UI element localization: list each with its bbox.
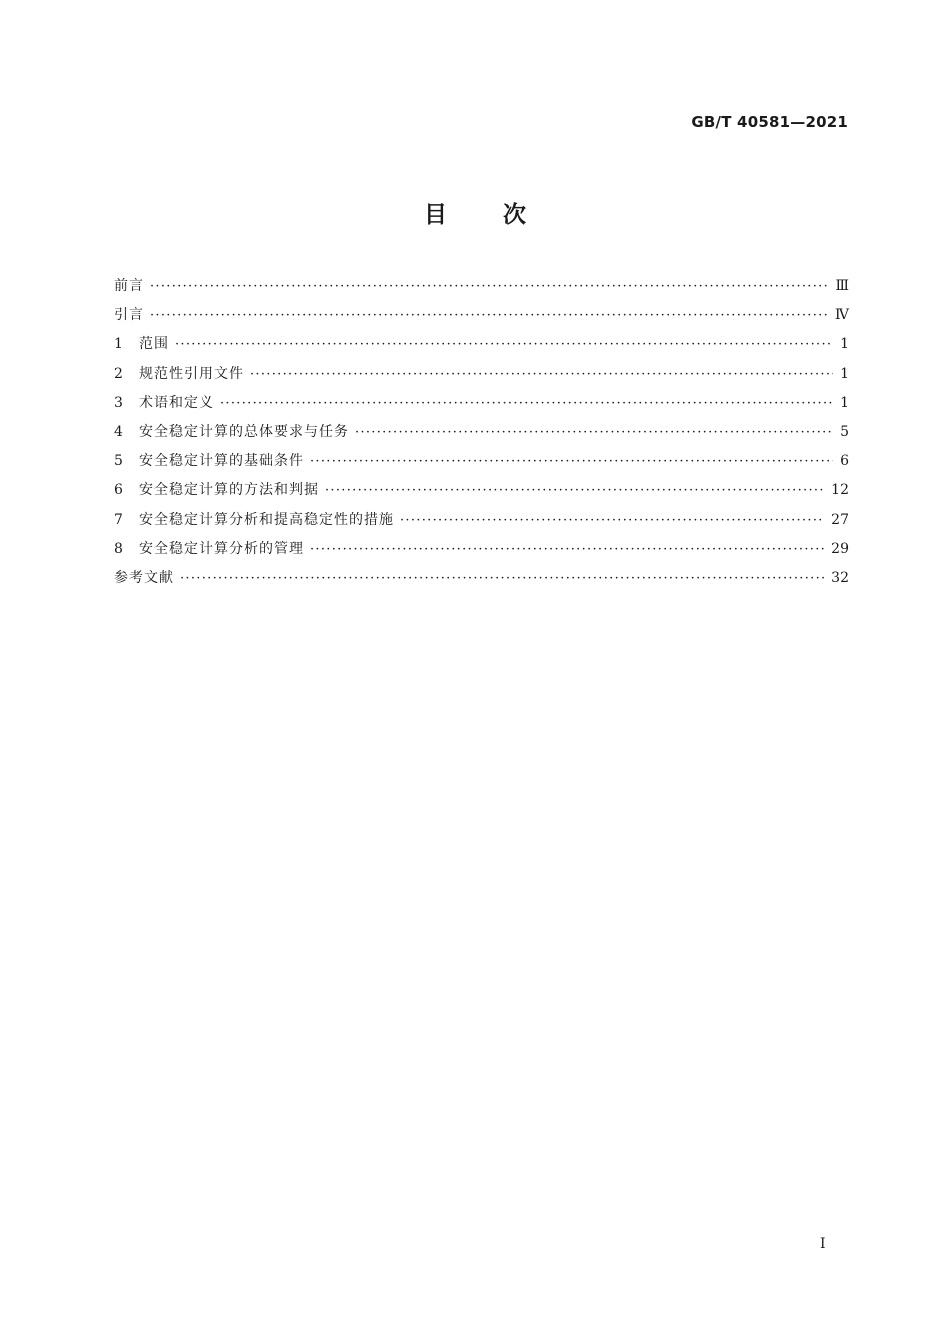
page-title: 目 次 [423,202,526,228]
toc-entry-page: 6 [840,453,849,470]
toc-entry-4[interactable] [114,418,849,447]
toc-entry-page: 27 [831,511,849,528]
toc-leader-dots [150,272,829,301]
toc-entry-label: 安全稳定计算的总体要求与任务 [139,423,349,440]
toc-leader-dots [310,447,833,476]
toc-entry-label: 术语和定义 [139,394,214,411]
toc-entry-2[interactable] [114,360,849,389]
standard-code: GB/T 40581—2021 [691,113,848,131]
toc-entry-6[interactable] [114,476,849,505]
toc-entry-page: 29 [831,540,849,557]
toc-leader-dots [325,476,825,505]
toc-entry-3[interactable] [114,389,849,418]
toc-leader-dots [180,564,825,593]
toc-entry-page: Ⅲ [835,278,849,294]
toc-entry-page: 32 [831,569,849,586]
toc-entry-bibliography[interactable] [114,564,849,593]
toc-entry-label: 范围 [139,336,169,353]
toc-entry-page: 5 [840,423,849,440]
toc-entry-label: 安全稳定计算分析的管理 [139,540,304,557]
toc-leader-dots [400,506,825,535]
toc-entry-number: 5 [114,453,123,470]
toc-entry-label: 规范性引用文件 [139,365,244,382]
toc-entry-label: 安全稳定计算分析和提高稳定性的措施 [139,511,394,528]
toc-entry-number: 1 [114,336,123,353]
toc-entry-page: 12 [831,482,849,499]
toc-entry-1[interactable] [114,330,849,359]
page-number: Ⅰ [820,1236,826,1252]
toc-entry-page: 1 [840,394,849,411]
toc-entry-page: 1 [840,336,849,353]
toc-leader-dots [250,360,833,389]
toc-entry-introduction[interactable] [114,301,849,330]
toc-entry-7[interactable] [114,506,849,535]
toc-entry-number: 2 [114,365,123,382]
toc-entry-label: 引言 [114,307,144,324]
toc-entry-label: 参考文献 [114,569,174,586]
toc-entry-label: 安全稳定计算的基础条件 [139,453,304,470]
toc-entry-number: 6 [114,482,123,499]
toc-leader-dots [175,330,833,359]
toc-entry-5[interactable] [114,447,849,476]
toc-entry-8[interactable] [114,535,849,564]
toc-entry-page: Ⅳ [835,307,849,324]
toc-entry-label: 前言 [114,278,144,294]
toc-leader-dots [150,301,829,330]
toc-leader-dots [355,418,833,447]
toc-entry-page: 1 [840,365,849,382]
toc-entry-number: 7 [114,511,123,528]
toc-entry-number: 8 [114,540,123,557]
toc-leader-dots [220,389,833,418]
toc-leader-dots [310,535,825,564]
table-of-contents [114,272,849,593]
toc-entry-number: 3 [114,394,123,411]
toc-entry-preface[interactable] [114,272,849,301]
toc-entry-number: 4 [114,423,123,440]
toc-entry-label: 安全稳定计算的方法和判据 [139,482,319,499]
